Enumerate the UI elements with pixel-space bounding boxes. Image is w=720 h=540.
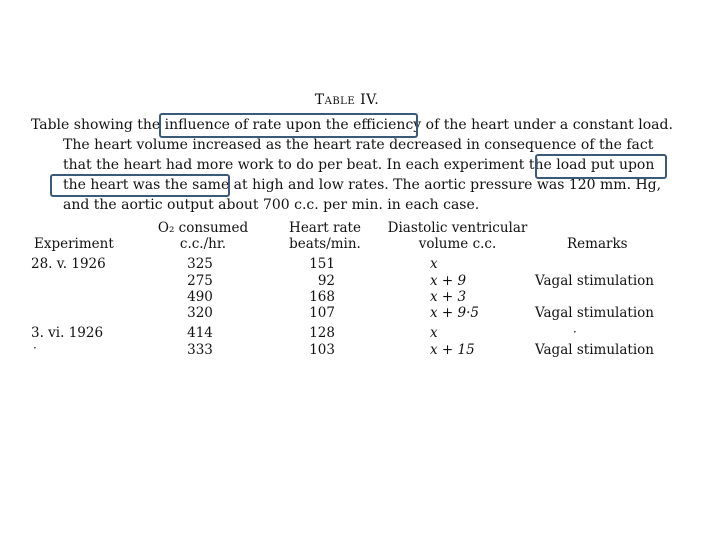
table-cell-remarks: Vagal stimulation bbox=[535, 273, 654, 289]
header-rate-line2: beats/min. bbox=[289, 236, 361, 252]
table-cell-o2: 320 bbox=[187, 305, 213, 321]
header-volume-line2: volume c.c. bbox=[418, 236, 497, 252]
table-cell-o2: 325 bbox=[187, 256, 213, 272]
caption-line-3: that the heart had more work to do per beat. In each experiment the load put upon bbox=[63, 157, 655, 173]
caption-line-1: Table showing the influence of rate upon the efficiency of the heart under a constant load. bbox=[31, 117, 673, 133]
caption-line-5: and the aortic output about 700 c.c. per min. in each case. bbox=[63, 197, 480, 213]
table-cell-rate: 92 bbox=[317, 273, 335, 289]
table-cell-rate: 128 bbox=[309, 325, 335, 341]
print-speck: · bbox=[33, 341, 37, 355]
table-title: Table IV. bbox=[314, 92, 380, 108]
table-cell-o2: 490 bbox=[187, 289, 213, 305]
header-volume-line1: Diastolic ventricular bbox=[387, 220, 528, 236]
table-cell-experiment: 28. v. 1926 bbox=[31, 256, 106, 272]
table-cell-volume: x + 9·5 bbox=[430, 305, 479, 321]
header-rate-line1: Heart rate bbox=[289, 220, 361, 236]
highlight-box-heart-same bbox=[50, 174, 230, 197]
table-cell-remarks: Vagal stimulation bbox=[535, 305, 654, 321]
table-cell-o2: 333 bbox=[187, 342, 213, 358]
table-cell-volume: x + 3 bbox=[430, 289, 467, 305]
header-experiment: Experiment bbox=[34, 236, 114, 252]
table-cell-experiment: 3. vi. 1926 bbox=[31, 325, 104, 341]
table-cell-remarks: Vagal stimulation bbox=[535, 342, 654, 358]
table-cell-rate: 107 bbox=[309, 305, 335, 321]
header-o2-line1: O₂ consumed bbox=[157, 220, 249, 236]
table-cell-volume: x bbox=[430, 325, 438, 341]
table-cell-volume: x + 9 bbox=[430, 273, 467, 289]
table-cell-volume: x + 15 bbox=[430, 342, 475, 358]
header-o2-line2: c.c./hr. bbox=[179, 236, 227, 252]
table-cell-rate: 103 bbox=[309, 342, 335, 358]
table-cell-rate: 151 bbox=[309, 256, 335, 272]
highlight-box-rate-efficiency bbox=[159, 113, 418, 138]
table-cell-rate: 168 bbox=[309, 289, 335, 305]
table-cell-o2: 275 bbox=[187, 273, 213, 289]
table-cell-o2: 414 bbox=[187, 325, 213, 341]
table-cell-volume: x bbox=[430, 256, 438, 272]
caption-line-2: The heart volume increased as the heart rate decreased in consequence of the fact bbox=[63, 137, 654, 153]
caption-line-4: the heart was the same at high and low rates. The aortic pressure was 120 mm. Hg, bbox=[63, 177, 662, 193]
print-speck: · bbox=[573, 325, 577, 339]
header-remarks: Remarks bbox=[567, 236, 628, 252]
highlight-box-load-put-upon bbox=[535, 154, 667, 179]
